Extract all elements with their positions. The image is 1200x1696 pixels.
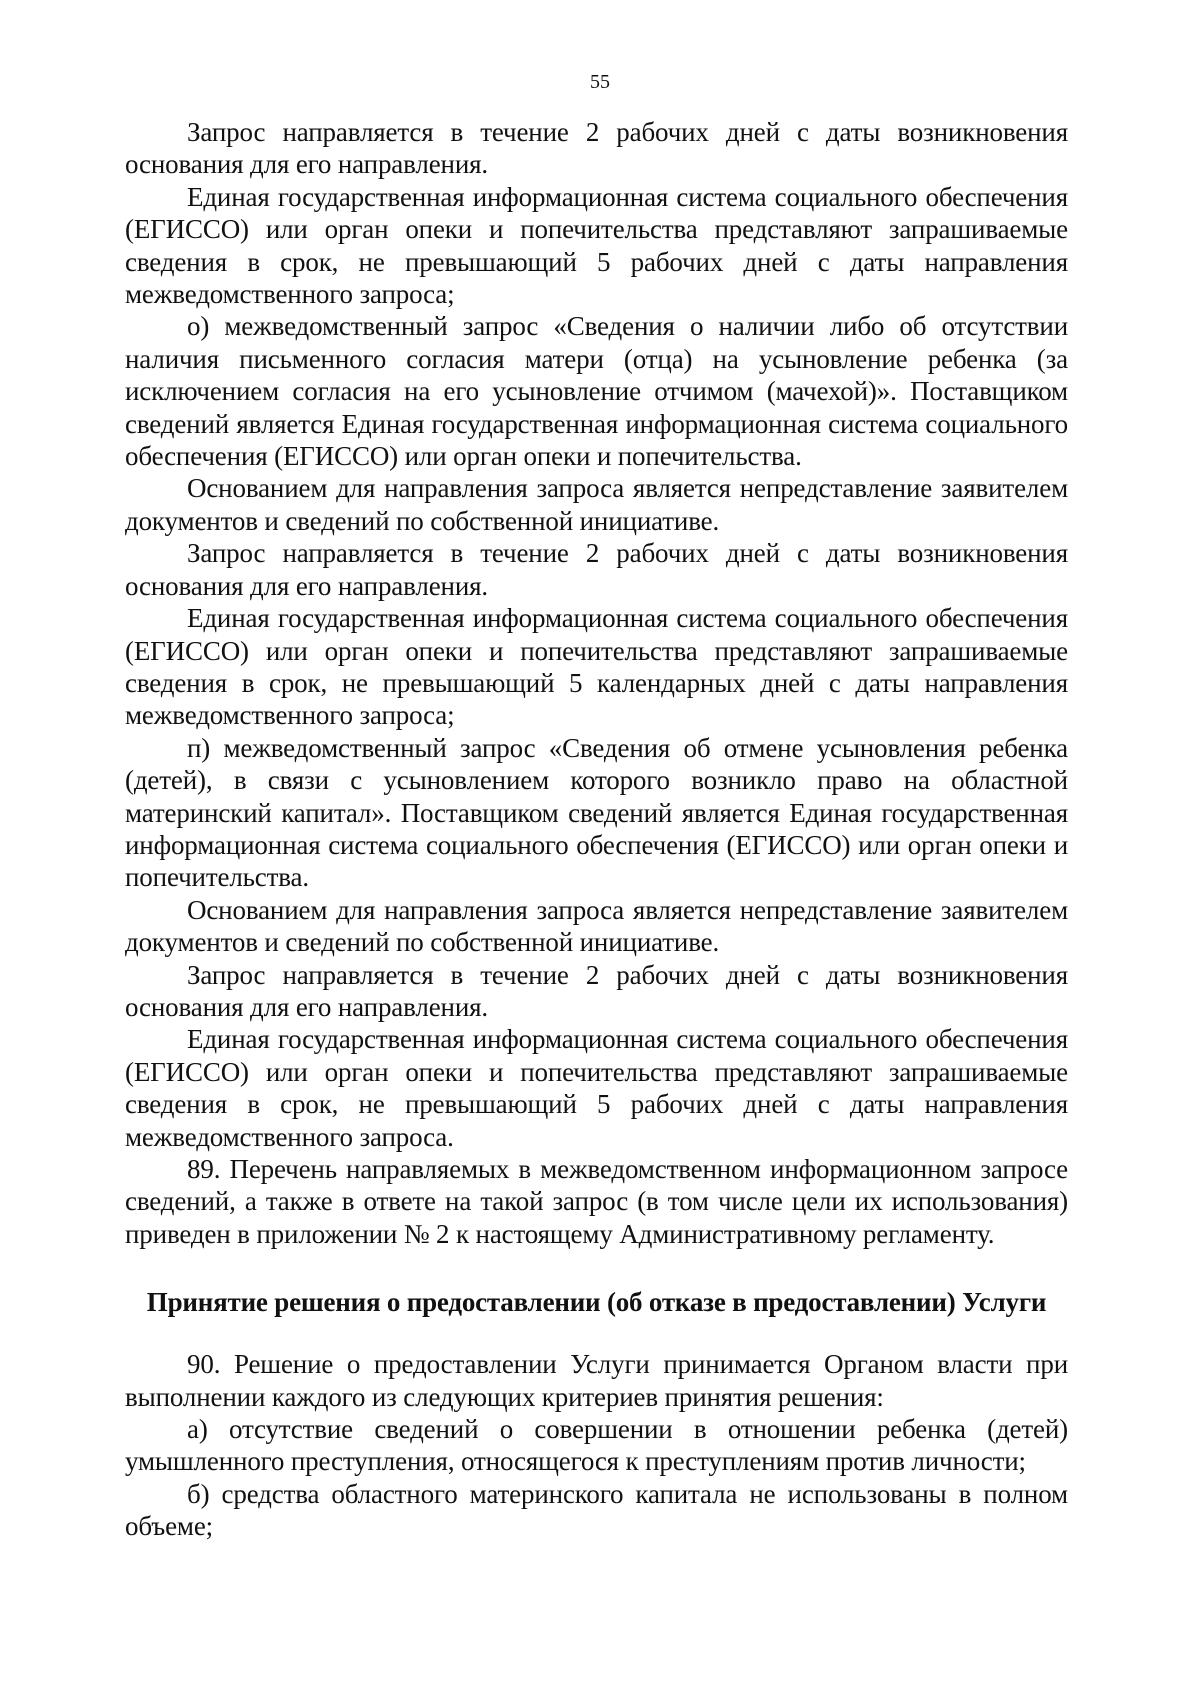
paragraph: 89. Перечень направляемых в межведомственном информационном запросе сведений, а также в ответе на такой запрос (в том числе цели их использования) приведен в приложении № 2 к настоящему Административному регламенту. xyxy=(125,1154,1068,1249)
paragraph: а) отсутствие сведений о совершении в отношении ребенка (детей) умышленного преступления, относящегося к преступлениям против личности; xyxy=(125,1414,1068,1477)
document-body xyxy=(125,116,1068,1543)
section-heading: Принятие решения о предоставлении (об отказе в предоставлении) Услуги xyxy=(146,1287,1047,1318)
paragraph: Запрос направляется в течение 2 рабочих дней с даты возникновения основания для его направления. xyxy=(125,117,1068,180)
paragraph: Запрос направляется в течение 2 рабочих дней с даты возникновения основания для его направления. xyxy=(125,959,1068,1022)
paragraph: 90. Решение о предоставлении Услуги принимается Органом власти при выполнении каждого из следующих критериев принятия решения: xyxy=(125,1349,1068,1412)
paragraph: п) межведомственный запрос «Сведения об отмене усыновления ребенка (детей), в связи с усыновлением которого возникло право на областной материнский капитал». Поставщиком сведений является Единая государственная информационная система социального обеспечения (ЕГИССО) или орган опеки и попечительства. xyxy=(125,732,1068,893)
paragraph: Единая государственная информационная система социального обеспечения (ЕГИССО) или орган опеки и попечительства представляют запрашиваемые сведения в срок, не превышающий 5 рабочих дней с даты направления межведомственного запроса; xyxy=(125,181,1068,310)
paragraph: Основанием для направления запроса является непредставление заявителем документов и сведений по собственной инициативе. xyxy=(125,473,1068,536)
paragraph: Основанием для направления запроса является непредставление заявителем документов и сведений по собственной инициативе. xyxy=(125,894,1068,958)
paragraph: Единая государственная информационная система социального обеспечения (ЕГИССО) или орган опеки и попечительства представляют запрашиваемые сведения в срок, не превышающий 5 календарных дней с даты направления межведомственного запроса; xyxy=(125,603,1068,731)
page-number: 55 xyxy=(590,71,610,93)
paragraph: о) межведомственный запрос «Сведения о наличии либо об отсутствии наличия письменного согласия матери (отца) на усыновление ребенка (за исключением согласия на его усыновление отчимом (мачехой)». Поставщиком сведений является Единая государственная информационная система социального обеспечения (ЕГИССО) или орган опеки и попечительства. xyxy=(125,311,1068,472)
paragraph: Запрос направляется в течение 2 рабочих дней с даты возникновения основания для его направления. xyxy=(125,538,1068,601)
paragraph: Единая государственная информационная система социального обеспечения (ЕГИССО) или орган опеки и попечительства представляют запрашиваемые сведения в срок, не превышающий 5 рабочих дней с даты направления межведомственного запроса. xyxy=(125,1024,1068,1152)
paragraph: б) средства областного материнского капитала не использованы в полном объеме; xyxy=(125,1478,1068,1542)
